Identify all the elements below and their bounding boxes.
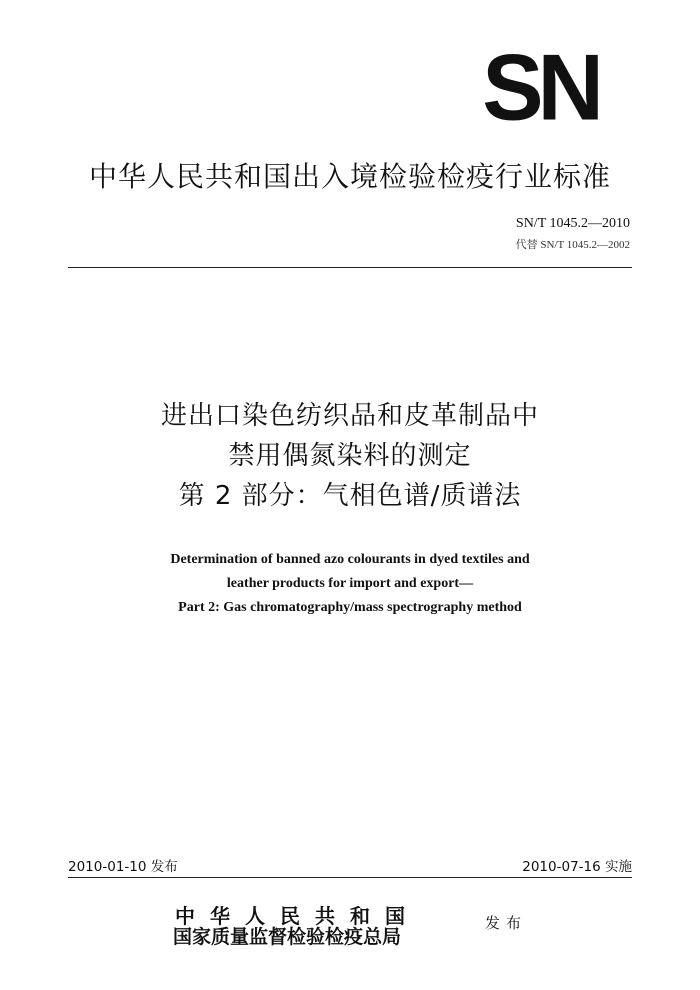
english-title-line-1: Determination of banned azo colourants in dyed textiles and — [170, 552, 530, 567]
standard-number: SN/T 1045.2—2010 — [515, 216, 630, 231]
top-divider — [68, 267, 632, 268]
sn-logo: SN — [482, 35, 598, 141]
title-line-2: 禁用偶氮染料的测定 — [228, 441, 472, 471]
issue-date: 2010-01-10 发布 — [68, 859, 178, 875]
title-line-3: 第 2 部分：气相色谱/质谱法 — [178, 481, 522, 511]
english-title-line-3: Part 2: Gas chromatography/mass spectrography method — [178, 600, 522, 615]
replaced-standard: 代替 SN/T 1045.2—2002 — [515, 239, 630, 251]
organization-title: 中华人民共和国出入境检验检疫行业标准 — [88, 160, 611, 193]
implementation-date: 2010-07-16 实施 — [522, 859, 632, 875]
issued-by-label: 发布 — [485, 914, 528, 932]
chinese-title — [0, 396, 700, 516]
english-title-line-2: leather products for import and export— — [226, 576, 474, 591]
title-line-1: 进出口染色纺织品和皮革制品中 — [160, 401, 539, 431]
english-title — [0, 548, 700, 620]
issuer-country: 中华人民共和国 — [175, 904, 420, 928]
issuer-agency: 国家质量监督检验检疫总局 — [173, 926, 402, 948]
bottom-divider — [68, 877, 632, 878]
